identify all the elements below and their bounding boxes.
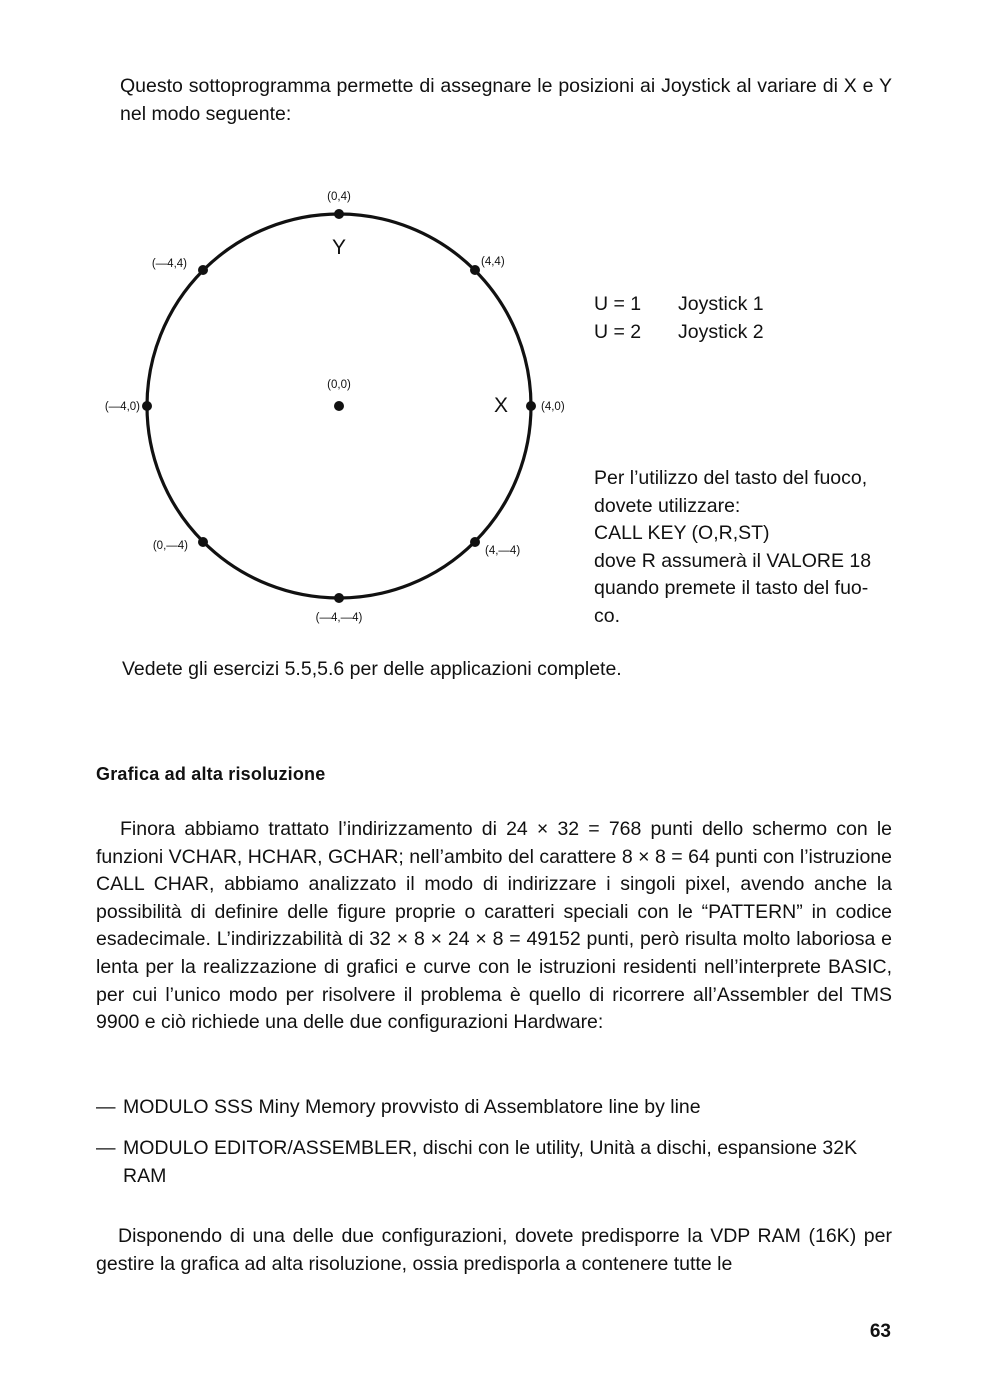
note-line: co. <box>594 604 621 627</box>
section-paragraph-1: Finora abbiamo trattato l’indirizzamento di 24 × 32 = 768 punti dello schermo con le funzioni VCHAR, HCHAR, GCHAR; nell’ambito del carattere 8 × 8 = 64 punti con l’istruzione CALL CHAR, abbiamo analizzato il modo di indirizzare i singoli pixel, avendo anche la possibilità di definire delle figure proprie o caratteri speciali con le “PATTERN” in codice esadecimale. L’indirizzabilità di 32 × 8 × 24 × 8 = 49152 punti, però risulta molto laboriosa e lenta per la realizzazione di grafici e curve con le istruzioni residenti nell’interprete BASIC, per cui l’unico modo per risolvere il problema è quello di ricorrere all’Assembler del TMS 9900 e ciò richiede una delle due configurazioni Hardware: <box>96 818 892 1034</box>
bullet-text: MODULO EDITOR/ASSEMBLER, dischi con le utility, Unità a dischi, espansione 32K RAM <box>123 1137 858 1187</box>
label-0-4: (0,4) <box>327 191 351 203</box>
legend-name: Joystick 2 <box>678 320 764 343</box>
point-4-4 <box>470 265 480 275</box>
point-minus4-4 <box>198 265 208 275</box>
point-0-minus4 <box>198 537 208 547</box>
legend-row <box>594 291 764 319</box>
legend-row <box>594 319 764 347</box>
note-line: quando premete il tasto del fuo- <box>594 577 869 600</box>
legend-code: U = 1 <box>594 293 642 315</box>
exercises-note: Vedete gli esercizi 5.5,5.6 per delle applicazioni complete. <box>122 658 622 680</box>
note-line: CALL KEY (O,R,ST) <box>594 522 770 545</box>
intro-paragraph: Questo sottoprogramma permette di assegnare le posizioni ai Joystick al variare di X e Y nel modo seguente: <box>120 75 892 125</box>
bullet-dash: — <box>96 1096 116 1118</box>
bullet-dash: — <box>96 1137 116 1159</box>
legend-name: Joystick 1 <box>678 293 764 315</box>
section-paragraph-2: Disponendo di una delle due configurazioni, dovete predisporre la VDP RAM (16K) per gestire la grafica ad alta risoluzione, ossia predisporla a contenere tutte le <box>96 1225 892 1275</box>
note-line: dovete utilizzare: <box>594 494 741 517</box>
bullet-text: MODULO SSS Miny Memory provvisto di Assemblatore line by line <box>123 1096 701 1118</box>
joystick-legend <box>594 291 764 346</box>
fire-button-note <box>594 465 871 631</box>
point-4-minus4 <box>470 537 480 547</box>
joystick-diagram-svg <box>80 190 580 640</box>
legend-code: U = 2 <box>594 320 642 343</box>
section-heading: Grafica ad alta risoluzione <box>96 764 326 784</box>
label-minus4-minus4: (—4,—4) <box>315 612 363 624</box>
hardware-option-1 <box>96 1094 892 1122</box>
note-line: dove R assumerà il VALORE 18 <box>594 549 872 572</box>
hardware-option-2 <box>96 1135 892 1190</box>
label-0-minus4: (0,—4) <box>152 540 188 552</box>
axis-label-y: Y <box>331 236 347 259</box>
joystick-diagram <box>80 190 580 640</box>
label-4-0: (4,0) <box>541 401 565 413</box>
label-4-4: (4,4) <box>481 256 505 268</box>
center-point <box>334 401 344 411</box>
label-4-minus4: (4,—4) <box>485 545 521 557</box>
axis-label-x: X <box>493 394 509 417</box>
direction-points <box>142 209 536 603</box>
point-4-0 <box>526 401 536 411</box>
point-0-4 <box>334 209 344 219</box>
label-minus4-0: (—4,0) <box>104 401 140 413</box>
note-line: Per l’utilizzo del tasto del fuoco, <box>594 467 868 489</box>
label-minus4-4: (—4,4) <box>151 258 187 270</box>
page-number: 63 <box>869 1321 891 1342</box>
label-center: (0,0) <box>327 379 351 391</box>
point-minus4-minus4 <box>334 593 344 603</box>
point-minus4-0 <box>142 401 152 411</box>
